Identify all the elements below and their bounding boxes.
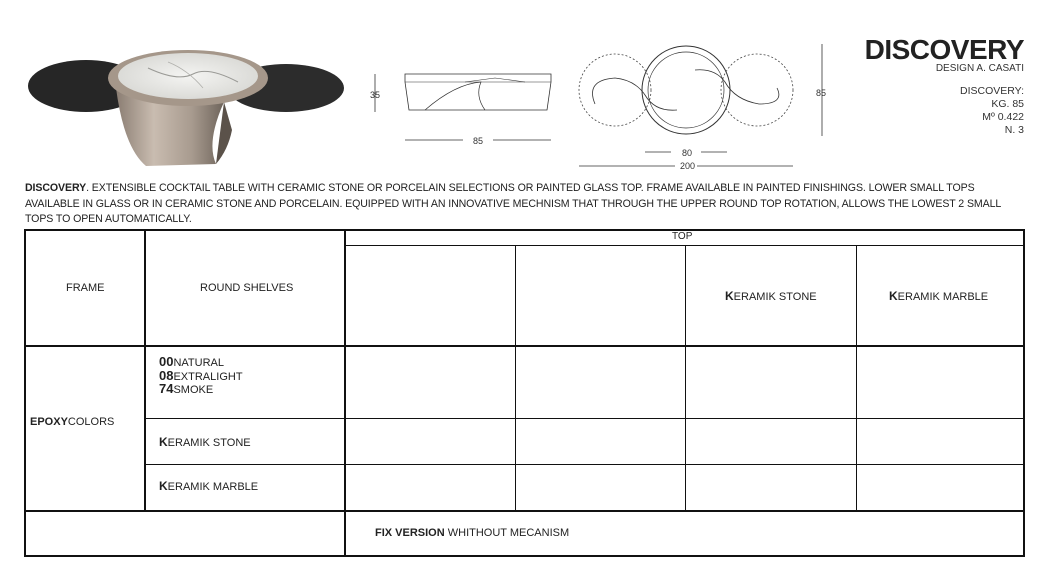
top-view-drawing [575,40,835,175]
product-photo [28,38,348,170]
top-col-keramik-stone: KERAMIK STONE [725,289,817,303]
designer-credit: DESIGN A. CASATI [935,63,1024,74]
description-text: . EXTENSIBLE COCKTAIL TABLE WITH CERAMIC STONE OR PORCELAIN SELECTIONS OR PAINTED GLASS TOP. FRAME AVAILABLE IN PAINTED FINISHINGS. LOWER SMALL TOPS AVAILABLE IN GLASS OR IN CERAMIC STONE AND PORCELAIN. EQUIPPED WITH AN INNOVATIVE MECHNISM THAT THROUGH THE UPPER ROUND TOP ROTATION, ALLOWS THE LOWEST 2 SMALL TOPS TO OPEN AUTOMATICALLY. [25,182,1001,225]
finishes-table [24,229,1025,557]
top-header: TOP [672,231,693,242]
top-diameter-dimension: 80 [682,148,693,158]
product-description [25,181,1025,228]
side-elevation-drawing [365,62,560,152]
spec-packages: N. 3 [1004,124,1024,136]
fix-version-note: FIX VERSION WHITHOUT MECANISM [375,527,570,539]
height-dimension: 35 [370,90,381,100]
frame-header: FRAME [66,282,105,294]
shelf-option-smoke: 74SMOKE [159,381,214,396]
top-col-keramik-marble: KERAMIK MARBLE [889,289,989,303]
open-width-dimension: 200 [680,161,696,171]
spec-label: DISCOVERY: [960,85,1024,97]
depth-dimension: 85 [816,88,827,98]
spec-volume: Mº 0.422 [982,111,1024,123]
spec-block [960,85,1024,137]
shelf-keramik-marble: KERAMIK MARBLE [159,479,259,493]
product-title: DISCOVERY [864,34,1024,65]
side-width-dimension: 85 [473,136,484,146]
shelf-keramik-stone: KERAMIK STONE [159,435,251,449]
shelf-glass-options [159,356,243,397]
shelf-option-extralight: 08EXTRALIGHT [159,367,243,383]
description-name: DISCOVERY [25,182,87,194]
shelves-header: ROUND SHELVES [200,282,294,294]
shelf-option-natural: 00NATURAL [159,354,224,369]
spec-weight: KG. 85 [991,98,1024,110]
frame-epoxy-colors: EPOXYCOLORS [30,416,115,428]
